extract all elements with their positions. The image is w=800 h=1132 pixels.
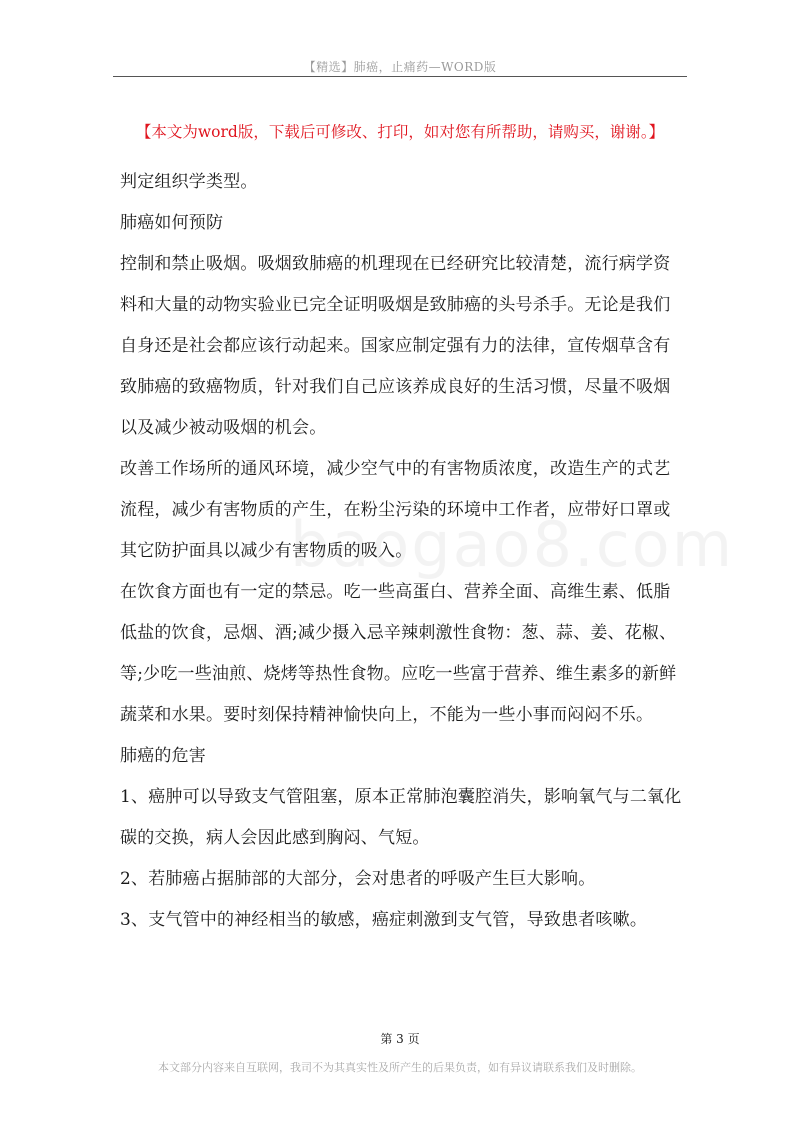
paragraph: 判定组织学类型。 [120, 172, 258, 192]
list-item: 2、若肺癌占据肺部的大部分，会对患者的呼吸产生巨大影响。 [120, 869, 596, 889]
paragraph: 改善工作场所的通风环境，减少空气中的有害物质浓度，改造生产的式艺流程，减少有害物质的产生，在粉尘污染的环境中工作者，应带好口罩或其它防护面具以减少有害物质的吸入。 [120, 459, 671, 561]
document-header-title: 【精选】肺癌，止痛药—WORD版 [303, 60, 497, 74]
footer-disclaimer: 本文部分内容来自互联网，我司不为其真实性及所产生的后果负责，如有异议请联系我们及时删除。 [158, 1061, 642, 1074]
header-divider [113, 76, 687, 77]
list-item: 1、癌肿可以导致支气管阻塞，原本正常肺泡囊腔消失，影响氧气与二氧化碳的交换，病人会因此感到胸闷、气短。 [120, 787, 682, 848]
page-number: 第 3 页 [380, 1032, 420, 1046]
document-body [120, 162, 684, 941]
paragraph: 在饮食方面也有一定的禁忌。吃一些高蛋白、营养全面、高维生素、低脂低盐的饮食，忌烟、酒;减少摄入忌辛辣刺激性食物：葱、蒜、姜、花椒、等;少吃一些油煎、烧烤等热性食物。应吃一些富于营养、维生素多的新鲜蔬菜和水果。要时刻保持精神愉快向上，不能为一些小事而闷闷不乐。 [120, 582, 677, 725]
list-item: 3、支气管中的神经相当的敏感，癌症刺激到支气管，导致患者咳嗽。 [120, 910, 648, 930]
paragraph: 控制和禁止吸烟。吸烟致肺癌的机理现在已经研究比较清楚，流行病学资料和大量的动物实验业已完全证明吸烟是致肺癌的头号杀手。无论是我们自身还是社会都应该行动起来。国家应制定强有力的法律，宣传烟草含有致肺癌的致癌物质，针对我们自己应该养成良好的生活习惯，尽量不吸烟以及减少被动吸烟的机会。 [120, 254, 671, 438]
download-notice: 【本文为word版，下载后可修改、打印，如对您有所帮助，请购买，谢谢。】 [135, 123, 665, 141]
section-heading: 肺癌如何预防 [120, 213, 224, 233]
section-heading: 肺癌的危害 [120, 746, 206, 766]
